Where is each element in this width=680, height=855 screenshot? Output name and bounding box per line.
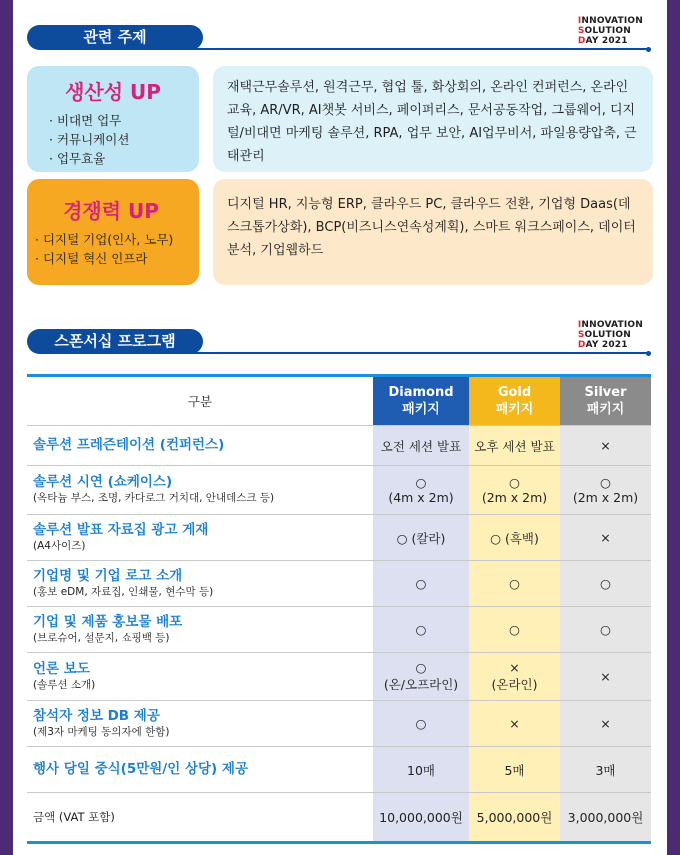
- row-label: 기업 및 제품 홍보물 배포 (브로슈어, 설문지, 쇼핑백 등): [27, 607, 373, 653]
- cell-silver: ×: [560, 701, 651, 747]
- topic-title: 생산성 UP: [65, 80, 161, 104]
- divider: [133, 48, 649, 50]
- table-row: [27, 466, 651, 515]
- innovation-solution-day-logo: INNOVATION SOLUTION DAY 2021: [577, 320, 643, 350]
- row-label: 행사 당일 중식(5만원/인 상당) 제공: [27, 747, 373, 793]
- list-item: · 업무효율: [49, 149, 187, 168]
- row-label: 기업명 및 기업 로고 소개 (홍보 eDM, 자료집, 인쇄물, 현수막 등): [27, 561, 373, 607]
- table-row: [27, 607, 651, 653]
- cell-diamond: 10매: [373, 747, 469, 793]
- cell-diamond: ○: [373, 701, 469, 747]
- topic-competitiveness: [27, 179, 653, 285]
- topic-productivity: [27, 66, 653, 172]
- cell-diamond: ○ (온/오프라인): [373, 653, 469, 701]
- table-row: [27, 515, 651, 561]
- cell-silver: ×: [560, 515, 651, 561]
- topic-tag: [27, 66, 199, 172]
- table-row: [27, 747, 651, 793]
- header-silver: Silver 패키지: [560, 376, 651, 426]
- section-title: 스폰서십 프로그램: [27, 329, 203, 354]
- page: [13, 0, 667, 855]
- cell-silver: 3매: [560, 747, 651, 793]
- cell-gold: ○: [469, 561, 560, 607]
- topic-title: 경쟁력 UP: [63, 199, 159, 223]
- cell-diamond: ○ (칼라): [373, 515, 469, 561]
- cell-gold: ○: [469, 607, 560, 653]
- innovation-solution-day-logo: INNOVATION SOLUTION DAY 2021: [577, 16, 643, 46]
- row-label: 솔루션 시연 (쇼케이스) (옥타늄 부스, 조명, 카다로그 거치대, 안내데스크 등): [27, 466, 373, 515]
- cell-silver: ○: [560, 561, 651, 607]
- table-row: [27, 701, 651, 747]
- cell-diamond: ○ (4m x 2m): [373, 466, 469, 515]
- topic-tag: [27, 179, 199, 285]
- sponsorship-table: [27, 374, 651, 844]
- table-header-row: [27, 376, 651, 426]
- cell-gold: ○ (2m x 2m): [469, 466, 560, 515]
- topic-description: 재택근무솔루션, 원격근무, 협업 툴, 화상회의, 온라인 컨퍼런스, 온라인 교육, AR/VR, AI챗봇 서비스, 페이퍼리스, 문서공동작업, 그룹웨어, 디지털/비대면 마케팅 솔루션, RPA, 업무 보안, AI업무비서, 파일용량압축, 근태관리: [213, 66, 653, 172]
- header-diamond: Diamond 패키지: [373, 376, 469, 426]
- topic-bullets: [35, 230, 187, 268]
- row-label: 솔루션 프레즌테이션 (컨퍼런스): [27, 426, 373, 466]
- row-label: 금액 (VAT 포함): [27, 793, 373, 843]
- list-item: · 커뮤니케이션: [49, 130, 187, 149]
- header-gold: Gold 패키지: [469, 376, 560, 426]
- divider-dot: [646, 351, 651, 356]
- cell-gold: 5,000,000원: [469, 793, 560, 843]
- row-label: 언론 보도 (솔루션 소개): [27, 653, 373, 701]
- header-category: 구분: [27, 376, 373, 426]
- cell-gold: ○ (흑백): [469, 515, 560, 561]
- cell-diamond: 오전 세션 발표: [373, 426, 469, 466]
- cell-diamond: ○: [373, 607, 469, 653]
- section-header-sponsorship: [13, 310, 667, 354]
- table-row: [27, 561, 651, 607]
- cell-diamond: ○: [373, 561, 469, 607]
- divider-dot: [646, 47, 651, 52]
- cell-gold: × (온라인): [469, 653, 560, 701]
- cell-gold: 오후 세션 발표: [469, 426, 560, 466]
- divider: [133, 352, 649, 354]
- section-title: 관련 주제: [27, 25, 203, 50]
- cell-silver: ×: [560, 653, 651, 701]
- list-item: · 디지털 기업(인사, 노무): [35, 230, 187, 249]
- cell-silver: ○: [560, 607, 651, 653]
- list-item: · 디지털 혁신 인프라: [35, 249, 187, 268]
- section-header-topics: [13, 6, 667, 50]
- cell-silver: ×: [560, 426, 651, 466]
- row-label: 참석자 정보 DB 제공 (제3자 마케팅 동의자에 한함): [27, 701, 373, 747]
- topic-bullets: [39, 111, 187, 168]
- cell-gold: 5매: [469, 747, 560, 793]
- cell-diamond: 10,000,000원: [373, 793, 469, 843]
- table-row-price: [27, 793, 651, 843]
- list-item: · 비대면 업무: [49, 111, 187, 130]
- row-label: 솔루션 발표 자료집 광고 게재 (A4사이즈): [27, 515, 373, 561]
- cell-gold: ×: [469, 701, 560, 747]
- table-row: [27, 653, 651, 701]
- cell-silver: 3,000,000원: [560, 793, 651, 843]
- cell-silver: ○ (2m x 2m): [560, 466, 651, 515]
- topic-description: 디지털 HR, 지능형 ERP, 클라우드 PC, 클라우드 전환, 기업형 Daas(데스크톱가상화), BCP(비즈니스연속성계획), 스마트 워크스페이스, 데이터 분석, 기업웹하드: [213, 179, 653, 285]
- table-row: [27, 426, 651, 466]
